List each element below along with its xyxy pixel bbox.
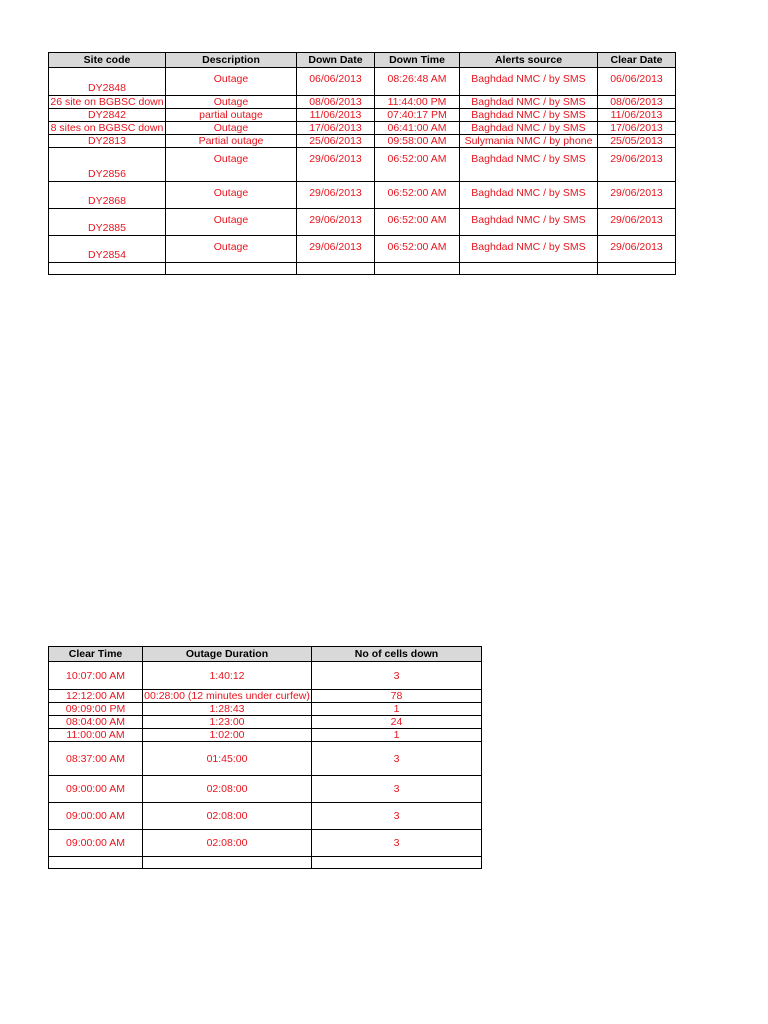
empty-cell	[49, 857, 143, 869]
header-down-date: Down Date	[297, 53, 375, 68]
cell-alerts-source: Baghdad NMC / by SMS	[460, 96, 598, 109]
table-row	[49, 148, 676, 182]
cell-clear-date: 25/05/2013	[598, 135, 676, 148]
cell-down-time: 06:41:00 AM	[375, 122, 460, 135]
table-row	[49, 96, 676, 109]
header-description: Description	[166, 53, 297, 68]
table-row	[49, 236, 676, 263]
header-clear-time: Clear Time	[49, 647, 143, 662]
table-row	[49, 803, 482, 830]
cell-clear-time: 11:00:00 AM	[49, 729, 143, 742]
empty-cell	[312, 857, 482, 869]
cell-description: Outage	[166, 209, 297, 236]
cell-cells-down: 24	[312, 716, 482, 729]
outage-duration-text: 00:28:00 (12 minutes under curfew)	[144, 690, 310, 702]
cell-cells-down: 3	[312, 830, 482, 857]
table-row	[49, 776, 482, 803]
cell-down-time: 06:52:00 AM	[375, 236, 460, 263]
table-row	[49, 209, 676, 236]
cell-cells-down: 3	[312, 776, 482, 803]
table-header-row	[49, 647, 482, 662]
cell-clear-date: 11/06/2013	[598, 109, 676, 122]
header-cells-down: No of cells down	[312, 647, 482, 662]
cell-outage-duration: 1:23:00	[143, 716, 312, 729]
header-down-time: Down Time	[375, 53, 460, 68]
empty-cell	[375, 263, 460, 275]
cell-down-date: 29/06/2013	[297, 209, 375, 236]
cell-outage-duration: 1:02:00	[143, 729, 312, 742]
cell-down-date: 29/06/2013	[297, 236, 375, 263]
cell-site-code: DY2848	[49, 68, 166, 96]
cell-down-date: 25/06/2013	[297, 135, 375, 148]
cell-cells-down: 3	[312, 803, 482, 830]
cell-outage-duration: 1:40:12	[143, 662, 312, 690]
cell-clear-time: 08:37:00 AM	[49, 742, 143, 776]
cell-down-time: 09:58:00 AM	[375, 135, 460, 148]
cell-cells-down: 1	[312, 703, 482, 716]
empty-cell	[598, 263, 676, 275]
cell-site-code: DY2813	[49, 135, 166, 148]
empty-cell	[143, 857, 312, 869]
cell-clear-date: 29/06/2013	[598, 209, 676, 236]
cell-description: Outage	[166, 68, 297, 96]
cell-down-date: 11/06/2013	[297, 109, 375, 122]
cell-clear-time: 09:09:00 PM	[49, 703, 143, 716]
cell-outage-duration: 02:08:00	[143, 830, 312, 857]
cell-down-date: 29/06/2013	[297, 148, 375, 182]
header-clear-date: Clear Date	[598, 53, 676, 68]
table-row	[49, 742, 482, 776]
cell-outage-duration: 01:45:00	[143, 742, 312, 776]
cell-alerts-source: Baghdad NMC / by SMS	[460, 122, 598, 135]
cell-outage-duration: 02:08:00	[143, 776, 312, 803]
cell-clear-time: 09:00:00 AM	[49, 776, 143, 803]
cell-clear-time: 12:12:00 AM	[49, 690, 143, 703]
cell-down-time: 06:52:00 AM	[375, 209, 460, 236]
header-outage-duration: Outage Duration	[143, 647, 312, 662]
cell-description: Outage	[166, 182, 297, 209]
cell-down-time: 07:40:17 PM	[375, 109, 460, 122]
cell-clear-time: 09:00:00 AM	[49, 803, 143, 830]
empty-cell	[49, 263, 166, 275]
cell-clear-date: 29/06/2013	[598, 182, 676, 209]
table-row	[49, 109, 676, 122]
cell-clear-date: 06/06/2013	[598, 68, 676, 96]
cell-site-code: 26 site on BGBSC down	[50, 96, 164, 108]
cell-site-code: DY2885	[49, 209, 166, 236]
cell-down-date: 17/06/2013	[297, 122, 375, 135]
table-row	[49, 729, 482, 742]
empty-cell	[460, 263, 598, 275]
cell-description: Outage	[166, 236, 297, 263]
empty-row	[49, 263, 676, 275]
outage-table	[48, 52, 676, 275]
cell-site-code: 8 sites on BGBSC down	[49, 122, 166, 135]
cell-alerts-source: Sulymania NMC / by phone	[460, 135, 598, 148]
cell-cells-down: 1	[312, 729, 482, 742]
cell-clear-date: 29/06/2013	[598, 236, 676, 263]
table-row	[49, 135, 676, 148]
cell-outage-duration: 1:28:43	[143, 703, 312, 716]
table-row	[49, 182, 676, 209]
cell-down-time: 06:52:00 AM	[375, 148, 460, 182]
empty-row	[49, 857, 482, 869]
cell-alerts-source: Baghdad NMC / by SMS	[460, 109, 598, 122]
cell-down-time: 11:44:00 PM	[375, 96, 460, 109]
cell-description: Outage	[166, 96, 297, 109]
table-row	[49, 716, 482, 729]
table-row	[49, 122, 676, 135]
cell-outage-duration: 02:08:00	[143, 803, 312, 830]
cell-description: Outage	[166, 148, 297, 182]
cell-clear-time: 08:04:00 AM	[49, 716, 143, 729]
cell-site-code: DY2868	[49, 182, 166, 209]
cell-site-code: DY2842	[49, 109, 166, 122]
clear-time-table	[48, 646, 482, 869]
table-header-row	[49, 53, 676, 68]
cell-site-code: DY2856	[49, 148, 166, 182]
cell-clear-time: 10:07:00 AM	[49, 662, 143, 690]
cell-down-date: 08/06/2013	[297, 96, 375, 109]
cell-cells-down: 3	[312, 662, 482, 690]
table-row	[49, 68, 676, 96]
empty-cell	[166, 263, 297, 275]
cell-clear-date: 29/06/2013	[598, 148, 676, 182]
cell-cells-down: 3	[312, 742, 482, 776]
cell-outage-duration	[143, 690, 312, 703]
table-row	[49, 662, 482, 690]
cell-down-time: 06:52:00 AM	[375, 182, 460, 209]
header-site-code: Site code	[49, 53, 166, 68]
cell-alerts-source: Baghdad NMC / by SMS	[460, 209, 598, 236]
cell-clear-date: 08/06/2013	[598, 96, 676, 109]
cell-cells-down: 78	[312, 690, 482, 703]
header-alerts-source: Alerts source	[460, 53, 598, 68]
cell-description: Outage	[166, 122, 297, 135]
cell-description: Partial outage	[166, 135, 297, 148]
cell-clear-time: 09:00:00 AM	[49, 830, 143, 857]
cell-down-time: 08:26:48 AM	[375, 68, 460, 96]
cell-alerts-source: Baghdad NMC / by SMS	[460, 148, 598, 182]
cell-down-date: 06/06/2013	[297, 68, 375, 96]
cell-alerts-source: Baghdad NMC / by SMS	[460, 68, 598, 96]
table-row	[49, 830, 482, 857]
table-row	[49, 690, 482, 703]
cell-alerts-source: Baghdad NMC / by SMS	[460, 236, 598, 263]
cell-down-date: 29/06/2013	[297, 182, 375, 209]
cell-site-code: DY2854	[49, 236, 166, 263]
cell-alerts-source: Baghdad NMC / by SMS	[460, 182, 598, 209]
cell-description: partial outage	[166, 109, 297, 122]
empty-cell	[297, 263, 375, 275]
table-row	[49, 703, 482, 716]
cell-clear-date: 17/06/2013	[598, 122, 676, 135]
